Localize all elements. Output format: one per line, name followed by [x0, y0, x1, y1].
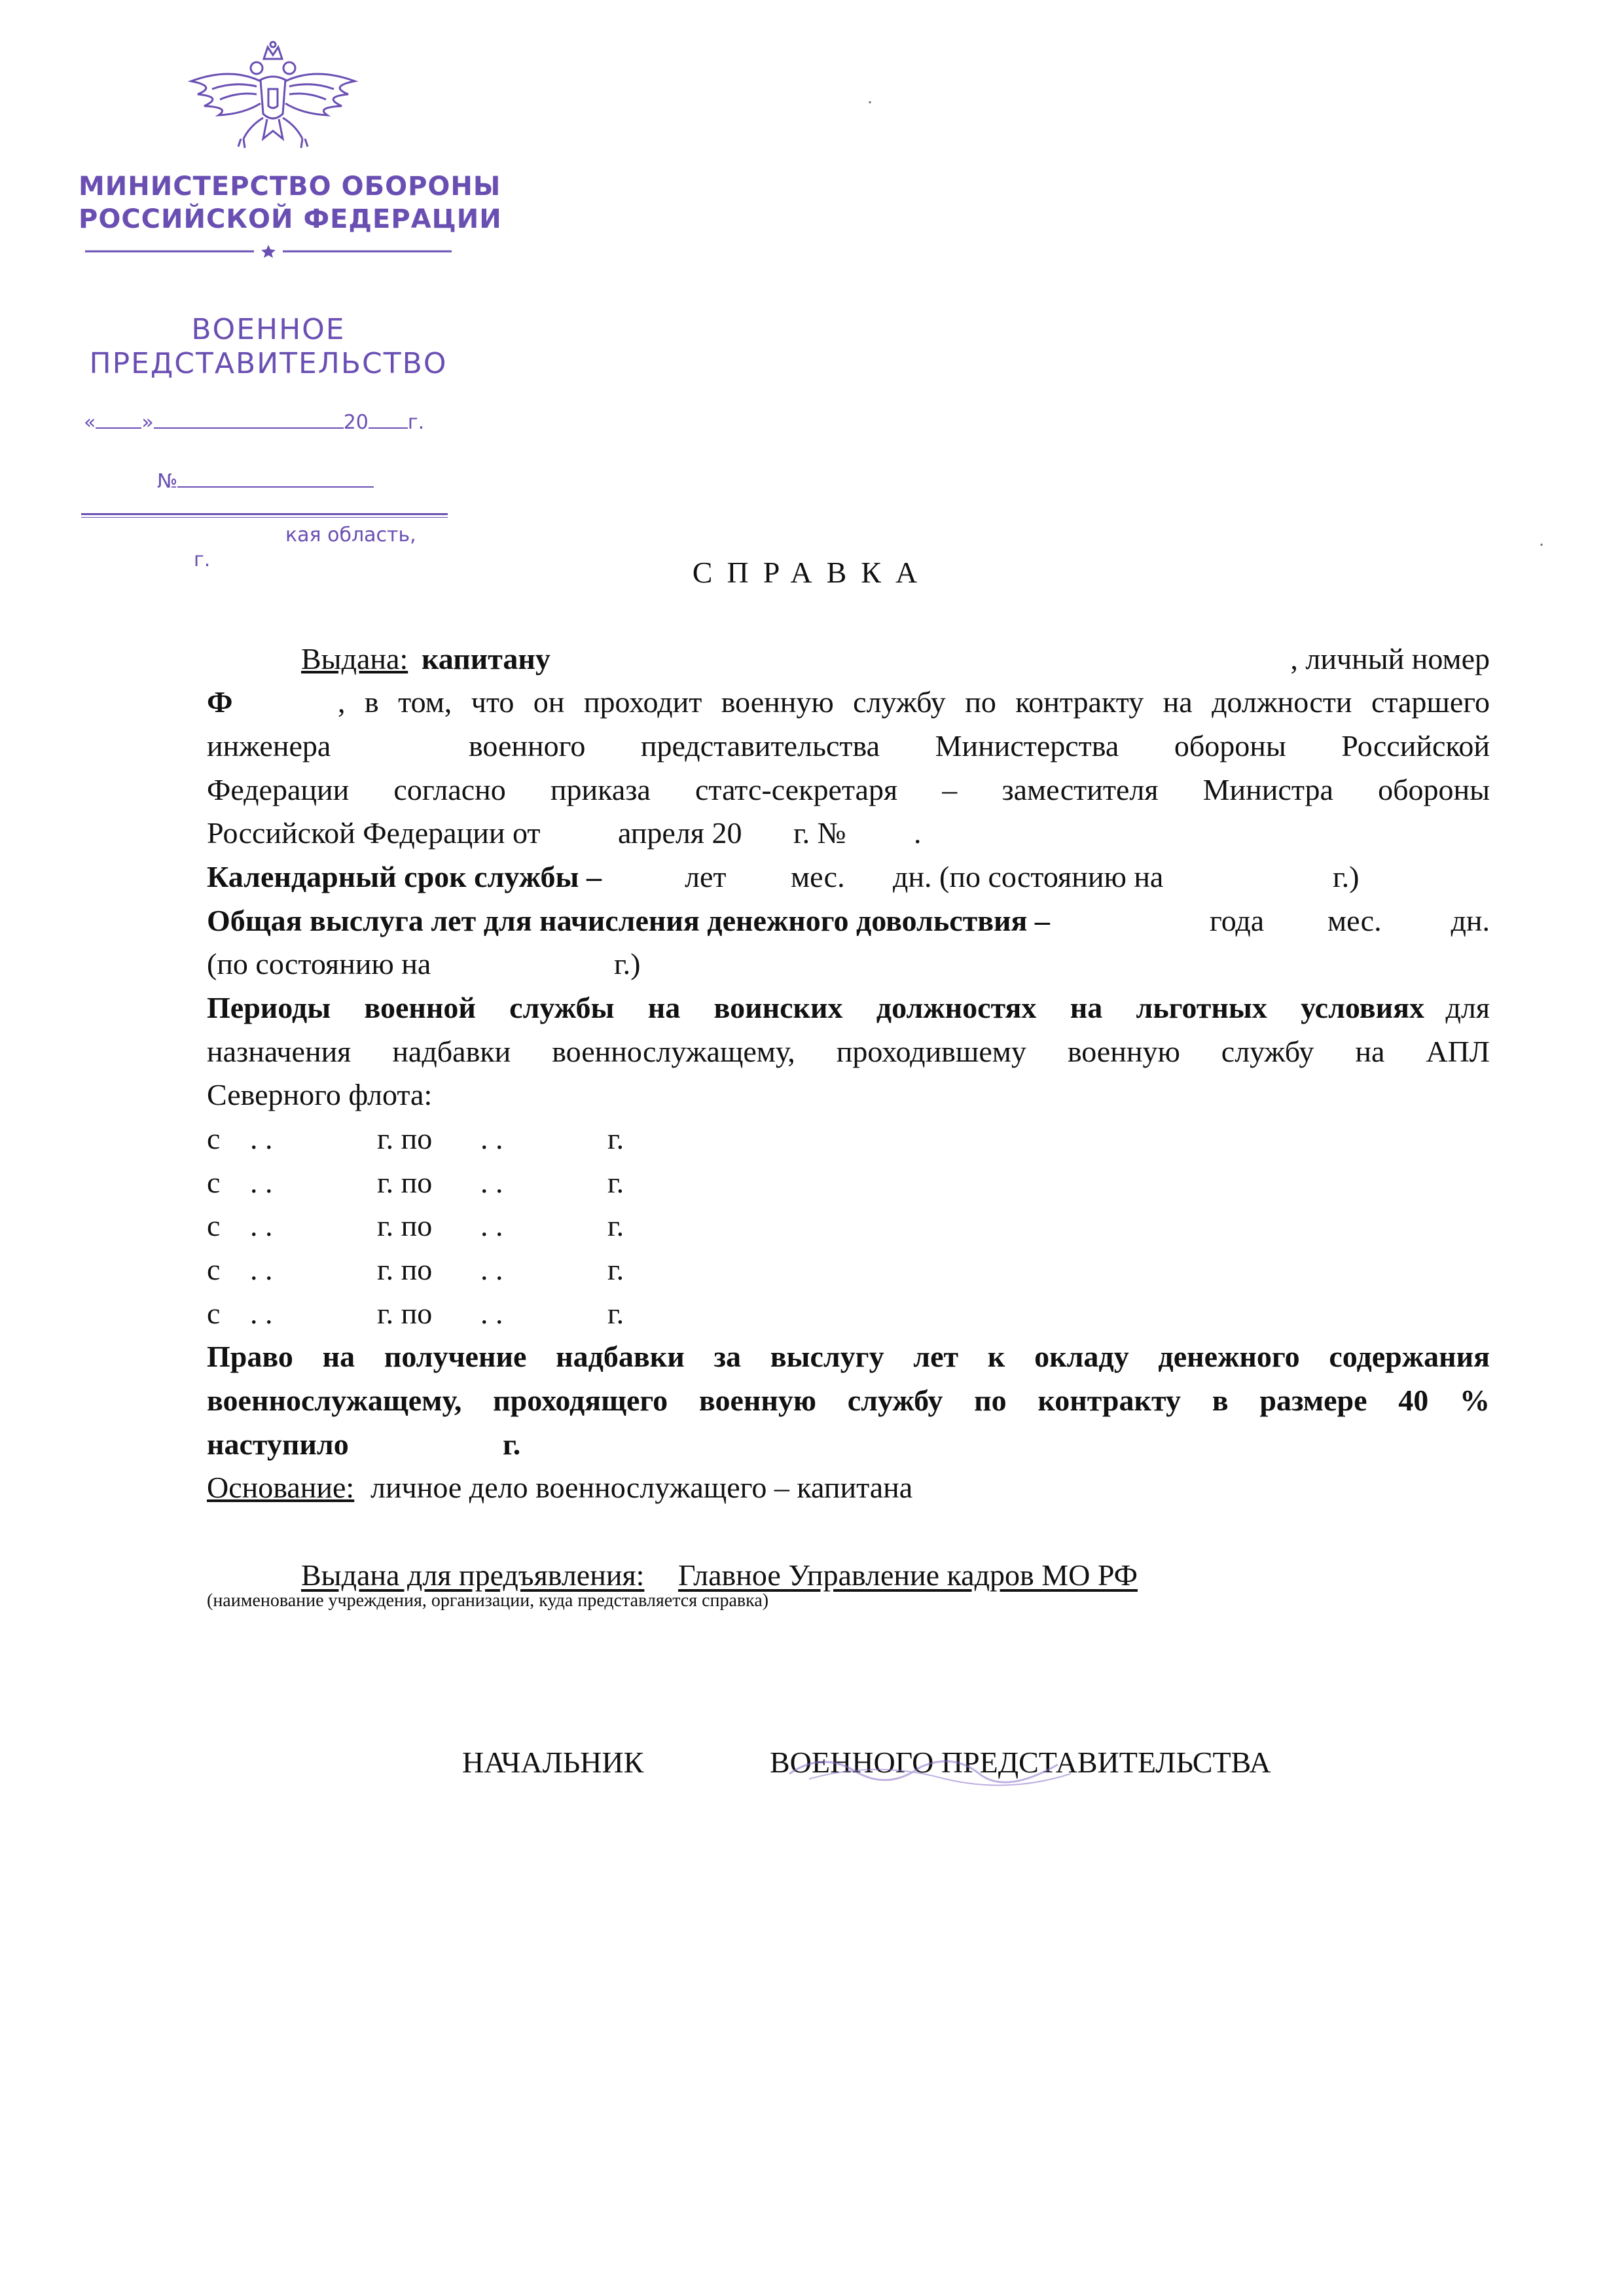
periods-line-3: Северного флота:: [207, 1078, 433, 1111]
stamp-star-divider: [85, 243, 452, 259]
date-year-suffix: г.: [407, 411, 425, 434]
period-dots-to: . .: [480, 1253, 503, 1287]
scan-speck: ·: [867, 92, 873, 113]
service-period-row: [207, 1121, 731, 1164]
service-period-row: [207, 1296, 731, 1339]
period-to-label: г. по: [377, 1253, 433, 1287]
date-month-blank: [154, 412, 344, 429]
periods-line-2: назначения надбавки военнослужащему, проходившему военную службу на АПЛ: [207, 1035, 1490, 1068]
period-dots-from: . .: [250, 1253, 273, 1287]
line4-text: Федерации согласно приказа статс-секретаря – заместителя Министра обороны: [207, 773, 1490, 806]
period-dots-from: . .: [250, 1122, 273, 1155]
bonus-date-word: наступило: [207, 1427, 349, 1461]
stamp-unit-line1: ВОЕННОЕ: [191, 313, 346, 346]
period-to-label: г. по: [377, 1122, 433, 1155]
period-from-label: с: [207, 1253, 221, 1287]
period-end: г.: [607, 1165, 624, 1199]
period-from-label: с: [207, 1122, 221, 1155]
line5-period: .: [914, 816, 922, 850]
period-from-label: с: [207, 1165, 221, 1199]
line2-text: , в том, что он проходит военную службу по контракту на должности старшего: [338, 685, 1490, 719]
basis-text: личное дело военнослужащего – капитана: [370, 1471, 913, 1504]
period-dots-to: . .: [480, 1296, 503, 1330]
period-from-label: с: [207, 1296, 221, 1330]
stamp-unit-line2: ПРЕДСТАВИТЕЛЬСТВО: [89, 347, 448, 380]
presented-to: Главное Управление кадров МО РФ: [678, 1558, 1138, 1592]
bonus-line-1: Право на получение надбавки за выслугу лет к окладу денежного содержания: [207, 1340, 1490, 1373]
periods-bold: Периоды военной службы на воинских должностях на льготных условиях: [207, 991, 1424, 1024]
calendar-label: Календарный срок службы –: [207, 860, 602, 893]
stamp-ministry-line2: РОССИЙСКОЙ ФЕДЕРАЦИИ: [79, 204, 502, 234]
signature-right: ВОЕННОГО ПРЕДСТАВИТЕЛЬСТВА: [770, 1746, 1271, 1779]
scan-speck: ·: [1538, 534, 1545, 556]
periods-line-1: [207, 990, 1490, 1033]
number-label: №: [157, 470, 178, 493]
total-state-label: (по состоянию на: [207, 947, 431, 980]
calendar-days: дн. (по состоянию на: [893, 860, 1164, 893]
date-century: 20: [343, 411, 369, 434]
period-to-label: г. по: [377, 1209, 433, 1243]
calendar-line: [207, 859, 1490, 903]
line5-text: Российской Федерации от: [207, 816, 541, 850]
paragraph-line-5: [207, 816, 1490, 859]
total-service-label: Общая выслуга лет для начисления денежного довольствия –: [207, 904, 1050, 937]
stamp-city: г.: [194, 548, 211, 571]
date-close-quote: »: [141, 411, 154, 434]
signature-mark: [783, 1748, 1084, 1787]
basis-label: Основание:: [207, 1471, 355, 1504]
issued-to-rank: капитану: [422, 642, 550, 675]
document-title: СПРАВКА: [692, 556, 932, 589]
period-dots-to: . .: [480, 1165, 503, 1199]
signature-left: НАЧАЛЬНИК: [462, 1746, 644, 1779]
period-from-label: с: [207, 1209, 221, 1243]
period-end: г.: [607, 1209, 624, 1243]
stamp-rule-thin: [81, 517, 448, 518]
periods-tail: для: [1445, 991, 1490, 1024]
line5-month: апреля 20: [618, 816, 742, 850]
period-end: г.: [607, 1296, 624, 1330]
basis-line: [207, 1470, 1490, 1513]
period-end: г.: [607, 1253, 624, 1287]
bonus-line-2: военнослужащему, проходящего военную службу по контракту в размере 40 %: [207, 1384, 1490, 1417]
service-period-row: [207, 1208, 731, 1251]
period-dots-from: . .: [250, 1296, 273, 1330]
calendar-years: лет: [685, 860, 727, 893]
line3-word: инженера: [207, 729, 331, 762]
period-dots-from: . .: [250, 1165, 273, 1199]
paragraph-line-3: [207, 728, 1490, 772]
date-open-quote: «: [84, 411, 96, 434]
presented-label: Выдана для предъявления:: [301, 1558, 645, 1592]
calendar-months: мес.: [791, 860, 845, 893]
period-end: г.: [607, 1122, 624, 1155]
bonus-line-3: [207, 1427, 1490, 1470]
total-state-line: [207, 946, 1490, 990]
stamp-number-field: [157, 470, 374, 493]
service-period-row: [207, 1252, 731, 1295]
total-days: дн.: [1451, 904, 1490, 937]
period-dots-to: . .: [480, 1209, 503, 1243]
period-to-label: г. по: [377, 1165, 433, 1199]
bonus-date-end: г.: [503, 1427, 521, 1461]
double-headed-eagle-emblem: [178, 41, 368, 165]
service-period-row: [207, 1165, 731, 1208]
date-year-blank: [369, 412, 408, 429]
period-to-label: г. по: [377, 1296, 433, 1330]
total-state-end: г.): [614, 947, 641, 980]
personal-number-text: , личный номер: [1290, 642, 1490, 675]
period-dots-from: . .: [250, 1209, 273, 1243]
total-years: года: [1210, 904, 1265, 937]
header-stamp: [0, 0, 502, 576]
stamp-ministry-line1: МИНИСТЕРСТВО ОБОРОНЫ: [79, 171, 501, 202]
calendar-end: г.): [1333, 860, 1360, 893]
issued-to-label: Выдана:: [301, 642, 408, 675]
presented-caption: (наименование учреждения, организации, куда представляется справка): [207, 1590, 769, 1611]
stamp-rule: [81, 513, 448, 515]
total-months: мес.: [1327, 904, 1382, 937]
total-service-line: [207, 903, 1490, 946]
period-dots-to: . .: [480, 1122, 503, 1155]
date-day-blank: [96, 412, 141, 429]
line5-year-suffix: г. №: [793, 816, 846, 850]
personal-number-initial: Ф: [207, 685, 233, 719]
stamp-region: кая область,: [285, 524, 416, 547]
stamp-date-field: [84, 411, 450, 434]
line3-text: военного представительства Министерства обороны Российской: [469, 729, 1490, 762]
number-blank: [177, 471, 374, 488]
issued-to-line: [207, 641, 1490, 685]
paragraph-line-2: [207, 685, 1490, 728]
